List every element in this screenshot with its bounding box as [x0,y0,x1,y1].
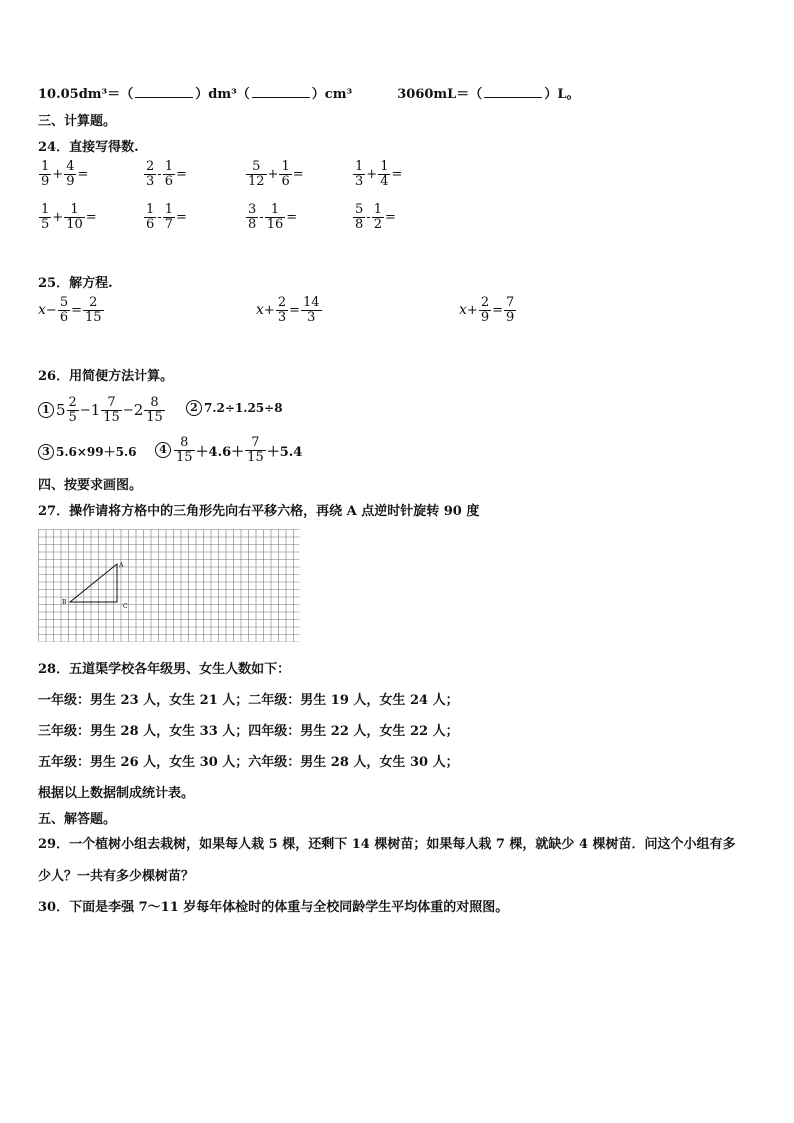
fraction-exercise [352,160,402,188]
expression-text: 7.2÷1.25÷8 [204,401,283,415]
circled-number: 1 [38,402,54,418]
equals-sign: = [286,209,298,225]
section-heading: 五、解答题。 [38,812,117,827]
operator: + [366,166,378,182]
mixed-int: 5 [56,401,66,419]
equals-sign: = [289,302,300,318]
fraction: $\frac{2}{5}$ [68,394,77,425]
question-title: 26．用简便方法计算。 [38,369,174,384]
data-line: 一年级：男生 23 人，女生 21 人；二年级：男生 19 人，女生 24 人； [38,693,459,708]
q23-text-4: 3060mL＝（ [397,87,483,102]
operator: + [263,302,275,318]
fraction: $\frac{1}{2}$ [373,202,382,232]
answer-blank[interactable] [252,85,310,98]
fraction-exercise [245,160,304,188]
question-title: 28．五道渠学校各年级男、女生人数如下： [38,662,291,677]
data-line: 五年级：男生 26 人，女生 30 人；六年级：男生 28 人，女生 30 人； [38,755,459,770]
operator: + [52,209,64,225]
mixed-int: 2 [133,401,144,419]
answer-blank[interactable] [135,85,193,98]
section-heading: 三、计算题。 [38,114,117,129]
variable-x: x [459,302,467,319]
fraction: $\frac{1}{3}$ [355,159,364,189]
question-title: 25．解方程. [38,276,113,291]
equals-sign: = [175,166,187,182]
equals-sign: = [71,302,82,318]
fraction: $\frac{3}{8}$ [248,202,257,232]
fraction: $\frac{1}{9}$ [41,159,50,189]
operator: + [52,166,64,182]
fraction: $\frac{1}{5}$ [41,202,50,232]
expression-text: ＋4.6＋ [195,444,245,460]
operator: − [45,302,57,318]
grid-lines [39,530,300,643]
fraction: $\frac{2}{3}$ [146,159,155,189]
q23-text-2: ）dm³（ [195,87,250,102]
operator: - [366,209,371,225]
question-text: 29．一个植树小组去栽树，如果每人栽 5 棵，还剩下 14 棵树苗；如果每人栽 7 棵，就缺少 4 棵树苗．问这个小组有多 [38,837,736,852]
fraction: $\frac{7}{9}$ [506,295,515,325]
fraction: $\frac{5}{6}$ [59,295,69,325]
equals-sign: = [85,209,97,225]
triangle-abc [70,564,117,602]
fraction: $\frac{4}{9}$ [66,159,75,189]
operator: - [157,209,162,225]
fraction: $\frac{1}{16}$ [266,202,284,232]
fraction: $\frac{7}{15}$ [103,394,120,425]
question-title: 24．直接写得数. [38,140,139,155]
equals-sign: = [391,166,403,182]
question-title: 27．操作请将方格中的三角形先向右平移六格，再绕 A 点逆时针旋转 90 度 [38,504,480,519]
circled-number: 2 [186,400,202,416]
equation [459,296,517,324]
variable-x: x [38,302,46,319]
equals-sign: = [492,302,503,318]
instruction-text: 根据以上数据制成统计表。 [38,786,195,801]
q26-expr-1 [38,392,166,428]
q23-text-5: ）L。 [544,87,580,102]
mixed-int: 1 [90,401,101,419]
operator: + [267,166,279,182]
fraction: $\frac{5}{12}$ [248,159,265,189]
operator: + [466,302,478,318]
q26-expr-4 [155,432,302,468]
fraction: $\frac{1}{10}$ [66,202,83,232]
fraction: $\frac{8}{15}$ [176,434,193,465]
fraction: $\frac{5}{8}$ [355,202,364,232]
fraction: $\frac{1}{6}$ [164,159,173,189]
q26-expr-2 [186,400,283,416]
q26-expr-3 [38,443,137,460]
variable-x: x [256,302,264,319]
fraction: $\frac{7}{15}$ [247,434,264,465]
fraction-exercise [245,203,297,231]
fraction: $\frac{14}{3}$ [303,295,320,325]
equation [256,296,323,324]
point-a-label: A [119,562,124,569]
question-text: 少人？一共有多少棵树苗？ [38,869,195,884]
fraction-exercise [143,203,187,231]
equals-sign: = [384,209,396,225]
expression-text: ＋5.4 [266,444,303,460]
question-text: 30．下面是李强 7～11 岁每年体检时的体重与全校同龄学生平均体重的对照图。 [38,900,509,915]
fraction: $\frac{1}{6}$ [281,159,290,189]
triangle-grid[interactable] [38,529,300,642]
expression-text: 5.6×99＋5.6 [56,445,137,459]
q23-text-3: ）cm³ [311,87,353,102]
operator: − [122,402,134,418]
equation [38,296,105,324]
answer-blank[interactable] [484,85,542,98]
point-c-label: C [123,603,128,610]
q23-line [38,83,579,102]
circled-number: 3 [38,444,54,460]
fraction-exercise [143,160,187,188]
fraction: $\frac{1}{6}$ [146,202,155,232]
fraction: $\frac{2}{9}$ [480,295,490,325]
operator: - [259,209,264,225]
equals-sign: = [77,166,89,182]
fraction: $\frac{2}{3}$ [277,295,287,325]
equals-sign: = [292,166,304,182]
fraction: $\frac{2}{15}$ [85,295,102,325]
fraction-exercise [38,160,88,188]
fraction: $\frac{1}{4}$ [380,159,389,189]
operator: − [79,402,91,418]
fraction-exercise [38,203,97,231]
point-b-label: B [62,599,67,606]
data-line: 三年级：男生 28 人，女生 33 人；四年级：男生 22 人，女生 22 人； [38,724,459,739]
fraction: $\frac{8}{15}$ [146,394,163,425]
fraction-exercise [352,203,396,231]
operator: - [157,166,162,182]
circled-number: 4 [155,442,171,458]
q23-text-1: 10.05dm³＝（ [38,87,134,102]
section-heading: 四、按要求画图。 [38,478,143,493]
fraction: $\frac{1}{7}$ [164,202,173,232]
equals-sign: = [175,209,187,225]
